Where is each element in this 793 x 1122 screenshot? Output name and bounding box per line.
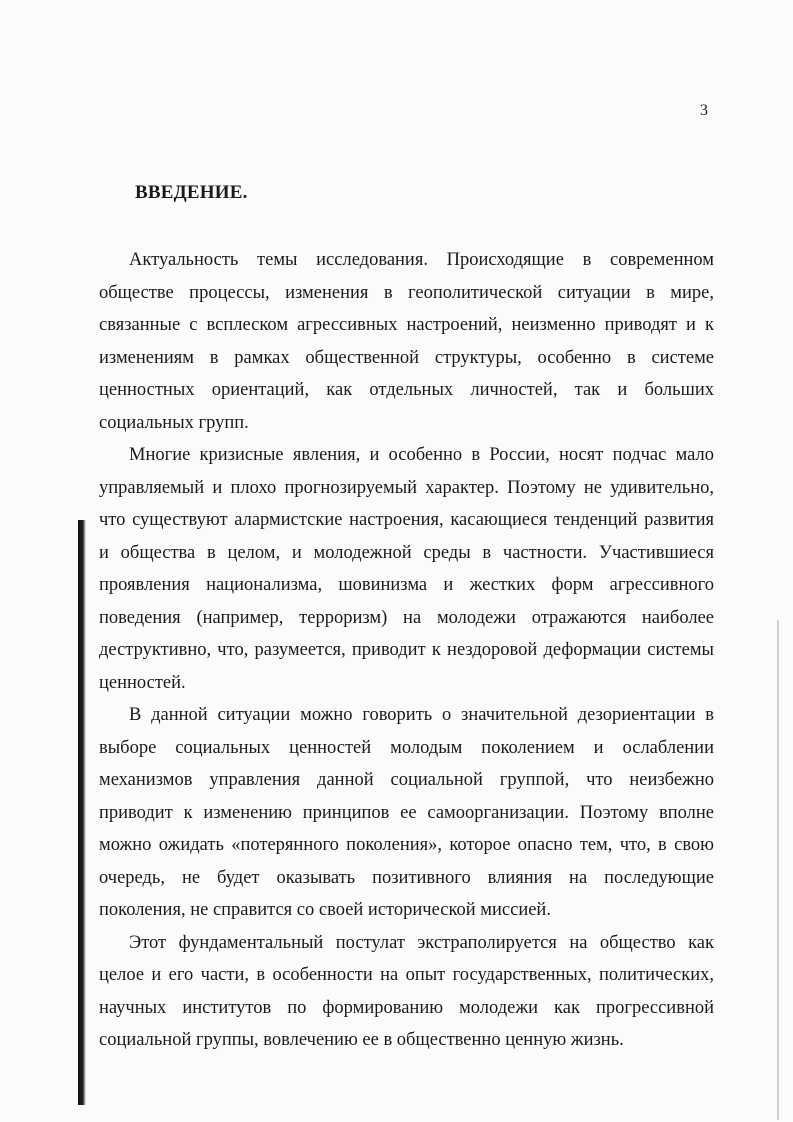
scan-shadow-left: [78, 520, 86, 1105]
paragraph-2: Многие кризисные явления, и особенно в России, носят подчас мало управляемый и плохо прогнозируемый характер. Поэтому не удивительно, что существуют алармистские настроения, касающиеся тенденций развития и общества в целом, и молодежной среды в частности. Участившиеся проявления национализма, шовинизма и жестких форм агрессивного поведения (например, терроризм) на молодежи отражаются наиболее деструктивно, что, разумеется, приводит к нездоровой деформации системы ценностей.: [99, 445, 714, 693]
paragraph-1: Актуальность темы исследования. Происходящие в современном обществе процессы, изменения в геополитической ситуации в мире, связанные с всплеском агрессивных настроений, неизменно приводят и к изменениям в рамках общественной структуры, особенно в системе ценностных ориентаций, как отдельных личностей, так и больших социальных групп.: [99, 250, 714, 433]
body-text: [99, 244, 714, 1057]
paragraph-3: В данной ситуации можно говорить о значительной дезориентации в выборе социальных ценностей молодым поколением и ослаблении механизмов управления данной социальной группой, что неизбежно приводит к изменению принципов ее самоорганизации. Поэтому вполне можно ожидать «потерянного поколения», которое опасно тем, что, в свою очередь, не будет оказывать позитивного влияния на последующие поколения, не справится со своей исторической миссией.: [99, 705, 714, 920]
section-title: ВВЕДЕНИЕ.: [135, 182, 248, 203]
scan-shadow-right: [777, 620, 779, 1120]
paragraph-4: Этот фундаментальный постулат экстраполируется на общество как целое и его части, в особенности на опыт государственных, политических, научных институтов по формированию молодежи как прогрессивной социальной группы, вовлечению ее в общественно ценную жизнь.: [99, 932, 714, 1050]
page-number: 3: [700, 102, 708, 119]
